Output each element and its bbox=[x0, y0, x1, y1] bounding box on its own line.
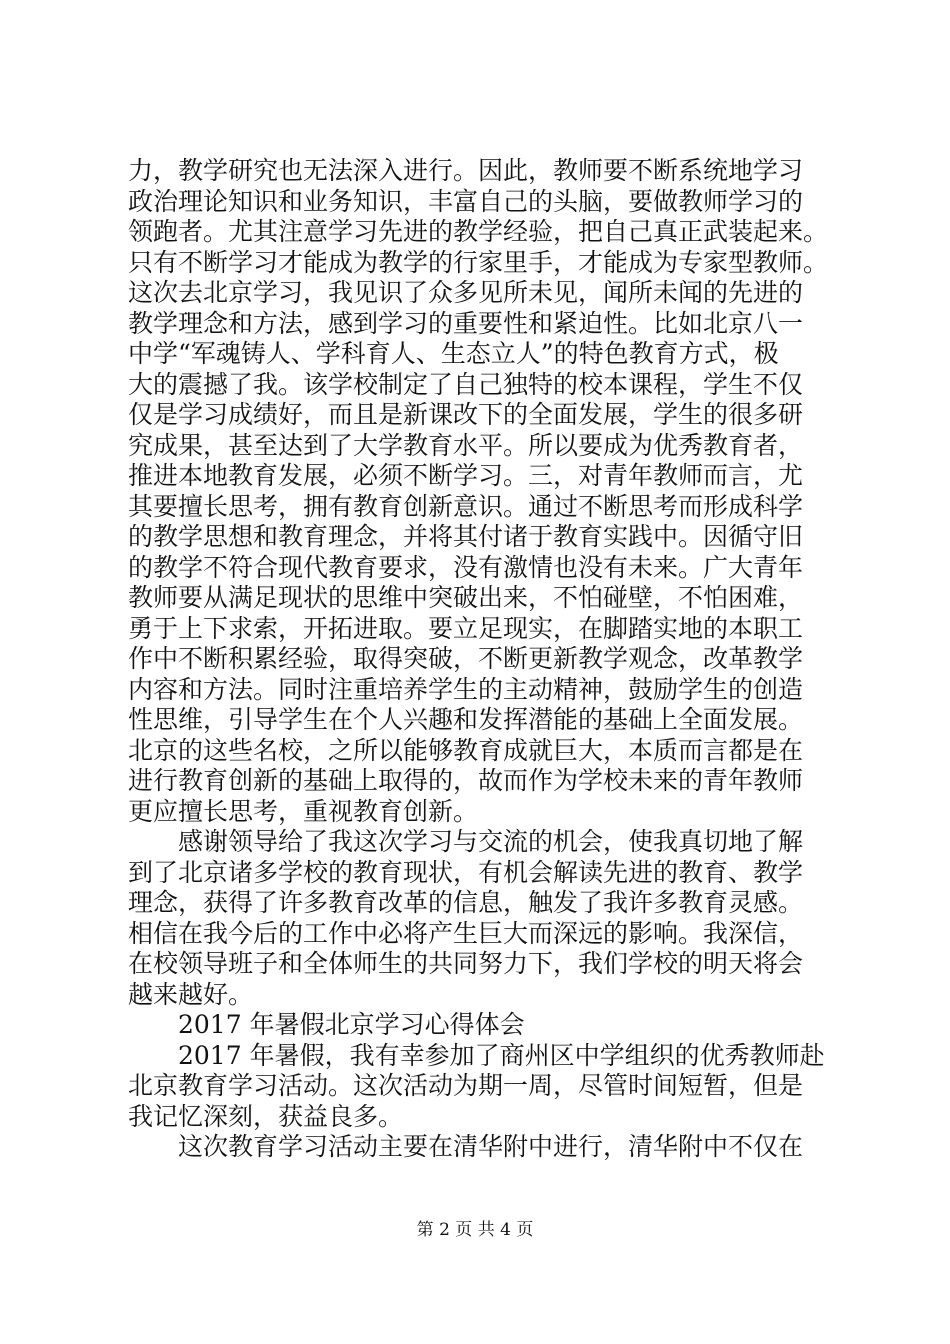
text-line: 性思维，引导学生在个人兴趣和发挥潜能的基础上全面发展。 bbox=[128, 705, 804, 734]
text-line: 我记忆深刻，获益良多。 bbox=[128, 1101, 404, 1131]
text-line: 中学“军魂铸人、学科育人、生态立人”的特色教育方式，极 bbox=[128, 339, 779, 368]
text-line: 到了北京诸多学校的教育现状，有机会解读先进的教育、教学 bbox=[128, 857, 804, 887]
text-line: 感谢领导给了我这次学习与交流的机会，使我真切地了解 bbox=[178, 827, 804, 856]
text-line: 在校领导班子和全体师生的共同努力下，我们学校的明天将会 bbox=[128, 949, 804, 978]
text-line: 其要擅长思考，拥有教育创新意识。通过不断思考而形成科学 bbox=[128, 491, 804, 521]
text-line: 内容和方法。同时注重培养学生的主动精神，鼓励学生的创造 bbox=[128, 674, 804, 704]
text-line: 更应擅长思考，重视教育创新。 bbox=[128, 796, 479, 826]
text-line: 的教学不符合现代教育要求，没有激情也没有未来。广大青年 bbox=[128, 552, 804, 582]
text-line: 的教学思想和教育理念，并将其付诸于教育实践中。因循守旧 bbox=[128, 522, 804, 551]
text-line: 相信在我今后的工作中必将产生巨大而深远的影响。我深信， bbox=[128, 918, 804, 948]
text-line: 2017 年暑假北京学习心得体会 bbox=[178, 1010, 525, 1039]
document-body-text bbox=[128, 156, 848, 1163]
text-line: 只有不断学习才能成为教学的行家里手，才能成为专家型教师。 bbox=[128, 247, 829, 277]
text-line: 推进本地教育发展，必须不断学习。三，对青年教师而言，尤 bbox=[128, 461, 804, 490]
text-line: 教学理念和方法，感到学习的重要性和紧迫性。比如北京八一 bbox=[128, 308, 804, 338]
page-footer: 第 2 页 共 4 页 bbox=[416, 1220, 534, 1240]
text-line: 力，教学研究也无法深入进行。因此，教师要不断系统地学习 bbox=[128, 156, 804, 185]
text-line: 究成果，甚至达到了大学教育水平。所以要成为优秀教育者， bbox=[128, 430, 804, 460]
text-line: 进行教育创新的基础上取得的，故而作为学校未来的青年教师 bbox=[128, 766, 804, 795]
text-line: 教师要从满足现状的思维中突破出来，不怕碰壁，不怕困难， bbox=[128, 583, 804, 612]
text-line: 作中不断积累经验，取得突破，不断更新教学观念，改革教学 bbox=[128, 644, 804, 673]
text-line: 政治理论知识和业务知识，丰富自己的头脑，要做教师学习的 bbox=[128, 186, 804, 216]
text-line: 2017 年暑假，我有幸参加了商州区中学组织的优秀教师赴 bbox=[178, 1040, 825, 1070]
text-line: 北京的这些名校，之所以能够教育成就巨大，本质而言都是在 bbox=[128, 735, 804, 765]
text-line: 越来越好。 bbox=[128, 979, 254, 1009]
text-line: 勇于上下求索，开拓进取。要立足现实，在脚踏实地的本职工 bbox=[128, 613, 804, 643]
text-line: 这次教育学习活动主要在清华附中进行，清华附中不仅在 bbox=[178, 1132, 804, 1161]
text-line: 北京教育学习活动。这次活动为期一周，尽管时间短暂，但是 bbox=[128, 1071, 804, 1100]
text-line: 领跑者。尤其注意学习先进的教学经验，把自己真正武装起来。 bbox=[128, 217, 829, 246]
text-line: 理念，获得了许多教育改革的信息，触发了我许多教育灵感。 bbox=[128, 888, 804, 917]
text-line: 这次去北京学习，我见识了众多见所未见，闻所未闻的先进的 bbox=[128, 278, 804, 307]
text-line: 大的震撼了我。该学校制定了自己独特的校本课程，学生不仅 bbox=[128, 369, 804, 399]
text-line: 仅是学习成绩好，而且是新课改下的全面发展，学生的很多研 bbox=[128, 400, 804, 429]
